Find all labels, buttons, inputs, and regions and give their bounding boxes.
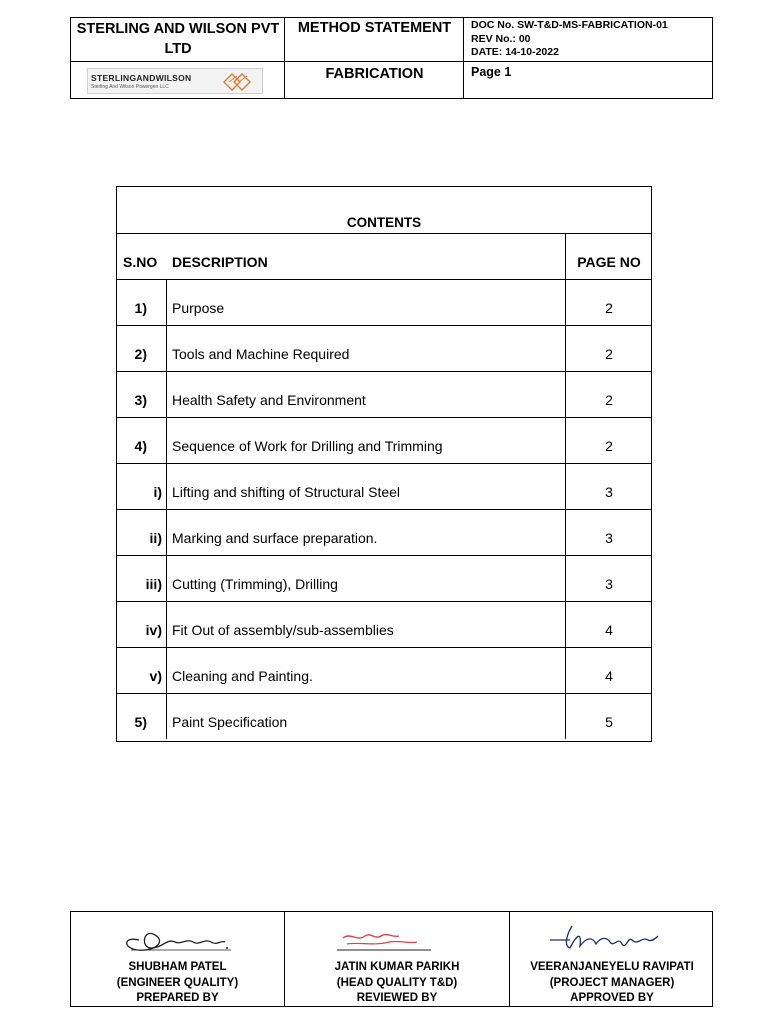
row-sno: 4) xyxy=(134,438,147,454)
divider xyxy=(166,556,167,601)
reviewer-role: (HEAD QUALITY T&D) xyxy=(336,977,458,989)
reviewed-by-cell xyxy=(285,912,509,1006)
divider xyxy=(565,602,566,647)
logo-mark-icon xyxy=(220,70,256,94)
row-page: 2 xyxy=(605,392,613,408)
page-number: Page 1 xyxy=(471,65,512,79)
document-header xyxy=(70,17,713,99)
row-sno: 5) xyxy=(134,714,147,730)
divider xyxy=(166,464,167,509)
row-sno: i) xyxy=(153,484,162,500)
row-description: Marking and surface preparation. xyxy=(172,530,378,546)
divider xyxy=(463,18,464,98)
table-row xyxy=(117,279,651,325)
row-sno: v) xyxy=(149,668,162,684)
table-row xyxy=(117,601,651,647)
prepared-by-label: PREPARED BY xyxy=(136,992,219,1004)
divider xyxy=(166,694,167,739)
row-description: Lifting and shifting of Structural Steel xyxy=(172,484,401,500)
table-row xyxy=(117,555,651,601)
column-header-page: PAGE NO xyxy=(577,254,641,270)
company-logo xyxy=(87,68,263,94)
row-description: Paint Specification xyxy=(172,714,288,730)
row-sno: iii) xyxy=(145,576,162,592)
divider xyxy=(284,18,285,98)
column-header-sno: S.NO xyxy=(123,254,158,270)
divider xyxy=(565,464,566,509)
row-page: 4 xyxy=(605,668,613,684)
reviewer-signature-icon xyxy=(285,916,509,956)
row-description: Health Safety and Environment xyxy=(172,392,366,408)
logo-tagline: Sterling And Wilson Powergen LLC xyxy=(91,84,169,90)
row-sno: 3) xyxy=(134,392,147,408)
approver-name: VEERANJANEYELU RAVIPATI xyxy=(530,961,694,973)
divider xyxy=(565,418,566,463)
row-description: Sequence of Work for Drilling and Trimming xyxy=(172,438,443,454)
preparer-signature-icon xyxy=(71,916,284,956)
row-description: Tools and Machine Required xyxy=(172,346,350,362)
row-page: 3 xyxy=(605,530,613,546)
reviewed-by-label: REVIEWED BY xyxy=(356,992,438,1004)
doc-date: DATE: 14-10-2022 xyxy=(471,46,559,58)
divider xyxy=(166,418,167,463)
row-sno: ii) xyxy=(149,530,162,546)
preparer-name: SHUBHAM PATEL xyxy=(128,961,227,973)
row-page: 2 xyxy=(605,346,613,362)
doc-title: FABRICATION xyxy=(325,66,424,82)
divider xyxy=(565,556,566,601)
contents-title: CONTENTS xyxy=(346,215,422,230)
doc-type: METHOD STATEMENT xyxy=(297,20,452,36)
divider xyxy=(166,510,167,555)
logo-wordmark: STERLINGANDWILSON xyxy=(91,73,192,83)
row-description: Fit Out of assembly/sub-assemblies xyxy=(172,622,394,638)
row-page: 5 xyxy=(605,714,613,730)
divider xyxy=(166,602,167,647)
column-header-description: DESCRIPTION xyxy=(172,254,268,270)
row-description: Cleaning and Painting. xyxy=(172,668,313,684)
table-row xyxy=(117,693,651,739)
contents-header-row xyxy=(117,233,651,279)
row-page: 2 xyxy=(605,438,613,454)
divider xyxy=(71,61,712,62)
table-row xyxy=(117,463,651,509)
approved-by-label: APPROVED BY xyxy=(570,992,654,1004)
row-sno: 1) xyxy=(134,300,147,316)
contents-table xyxy=(116,186,652,742)
row-page: 3 xyxy=(605,576,613,592)
prepared-by-cell xyxy=(71,912,284,1006)
reviewer-name: JATIN KUMAR PARIKH xyxy=(334,961,460,973)
row-page: 3 xyxy=(605,484,613,500)
divider xyxy=(565,648,566,693)
table-row xyxy=(117,371,651,417)
divider xyxy=(565,372,566,417)
divider xyxy=(166,326,167,371)
table-row xyxy=(117,417,651,463)
rev-number: REV No.: 00 xyxy=(471,32,531,45)
table-row xyxy=(117,647,651,693)
approved-by-cell xyxy=(510,912,714,1006)
divider xyxy=(166,372,167,417)
divider xyxy=(565,326,566,371)
doc-info xyxy=(464,18,713,62)
row-page: 2 xyxy=(605,300,613,316)
row-sno: iv) xyxy=(145,622,162,638)
approver-role: (PROJECT MANAGER) xyxy=(549,977,675,989)
row-sno: 2) xyxy=(134,346,147,362)
divider xyxy=(565,280,566,325)
row-description: Purpose xyxy=(172,300,225,316)
row-page: 4 xyxy=(605,622,613,638)
divider xyxy=(565,694,566,739)
table-row xyxy=(117,509,651,555)
approver-signature-icon xyxy=(510,916,714,956)
divider xyxy=(565,234,566,279)
doc-number: DOC No. SW-T&D-MS-FABRICATION-01 xyxy=(471,19,668,31)
company-name: STERLING AND WILSON PVT LTD xyxy=(76,21,280,57)
divider xyxy=(166,280,167,325)
table-row xyxy=(117,325,651,371)
divider xyxy=(565,510,566,555)
divider xyxy=(166,648,167,693)
row-description: Cutting (Trimming), Drilling xyxy=(172,576,338,592)
signature-table xyxy=(70,911,713,1007)
preparer-role: (ENGINEER QUALITY) xyxy=(116,977,239,989)
logo-cell xyxy=(71,62,285,99)
